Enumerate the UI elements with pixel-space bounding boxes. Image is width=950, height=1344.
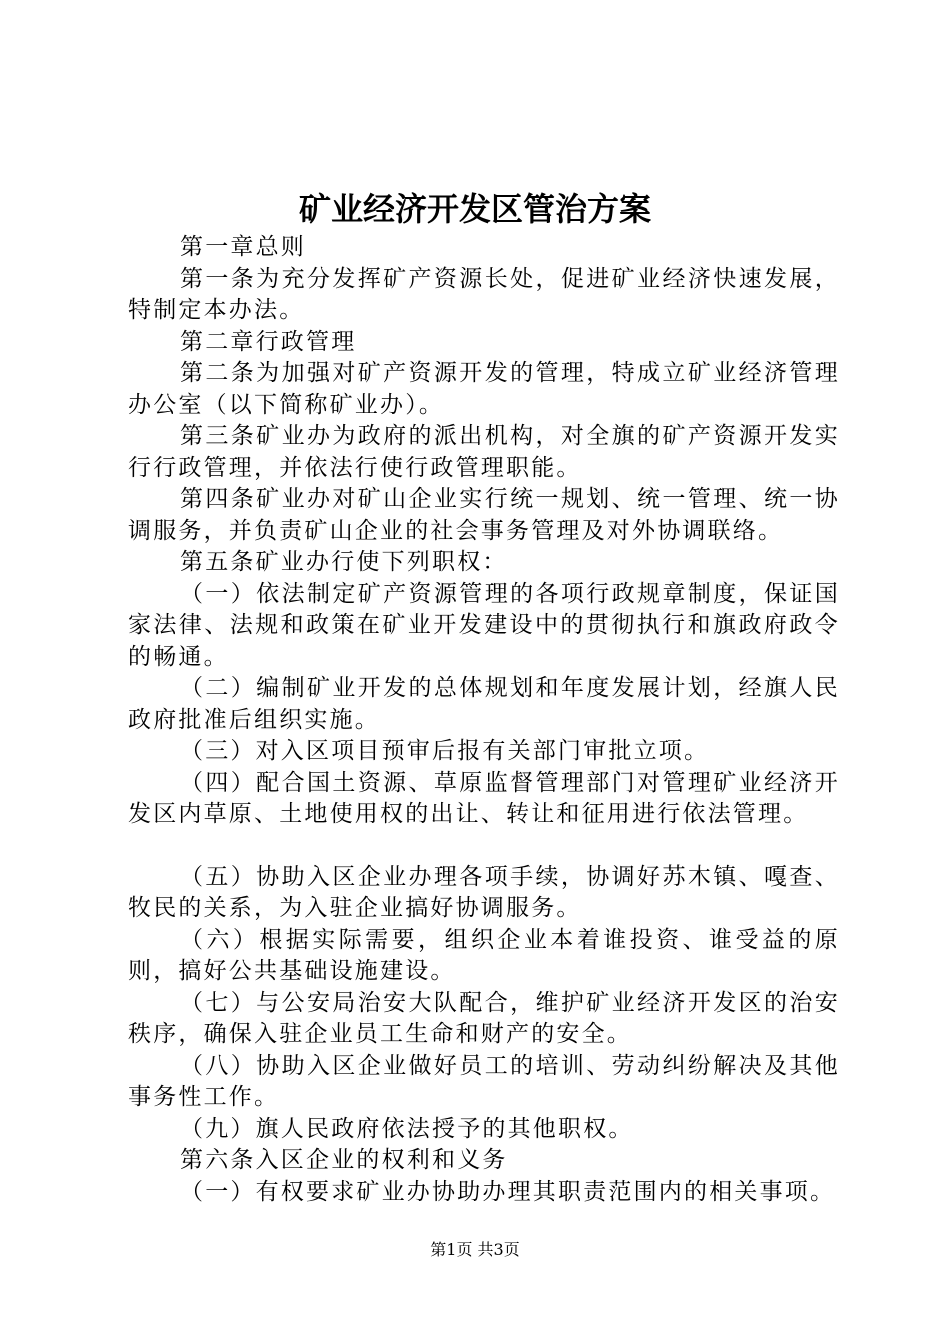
list-item-paragraph: （九）旗人民政府依法授予的其他职权。 [180,1115,634,1142]
article-paragraph: 第一条为充分发挥矿产资源长处，促进矿业经济快速发展，特制定本办法。 [128,265,840,323]
article-paragraph: 第二条为加强对矿产资源开发的管理，特成立矿业经济管理办公室（以下简称矿业办）。 [128,360,840,418]
blank-line [128,831,840,862]
list-item-paragraph: （八）协助入区企业做好员工的培训、劳动纠纷解决及其他事务性工作。 [128,1052,840,1110]
list-item-paragraph: （七）与公安局治安大队配合，维护矿业经济开发区的治安秩序，确保入驻企业员工生命和财产的安全。 [128,989,840,1047]
list-item-paragraph: （四）配合国土资源、草原监督管理部门对管理矿业经济开发区内草原、土地使用权的出让、转让和征用进行依法管理。 [128,769,840,827]
document-body [128,232,840,1208]
chapter-heading: 第二章行政管理 [180,328,357,355]
chapter-heading: 第一章总则 [180,234,306,260]
page-number-footer: 第1页 共3页 [430,1240,520,1259]
list-item-paragraph: （二）编制矿业开发的总体规划和年度发展计划，经旗人民政府批准后组织实施。 [128,675,840,733]
article-paragraph: 第三条矿业办为政府的派出机构，对全旗的矿产资源开发实行行政管理，并依法行使行政管理职能。 [128,423,840,481]
article-paragraph: 第四条矿业办对矿山企业实行统一规划、统一管理、统一协调服务，并负责矿山企业的社会事务管理及对外协调联络。 [128,486,840,544]
list-item-paragraph: （一）有权要求矿业办协助办理其职责范围内的相关事项。 [180,1178,836,1205]
list-item-paragraph: （六）根据实际需要，组织企业本着谁投资、谁受益的原则，搞好公共基础设施建设。 [128,926,840,984]
article-paragraph: 第五条矿业办行使下列职权： [180,549,508,575]
list-item-paragraph: （一）依法制定矿产资源管理的各项行政规章制度，保证国家法律、法规和政策在矿业开发建设中的贯彻执行和旗政府政令的畅通。 [128,580,840,670]
document-title: 矿业经济开发区管治方案 [298,190,651,228]
article-paragraph: 第六条入区企业的权利和义务 [180,1147,508,1173]
list-item-paragraph: （五）协助入区企业办理各项手续，协调好苏木镇、嘎查、牧民的关系，为入驻企业搞好协调服务。 [128,863,840,921]
list-item-paragraph: （三）对入区项目预审后报有关部门审批立项。 [180,738,710,764]
